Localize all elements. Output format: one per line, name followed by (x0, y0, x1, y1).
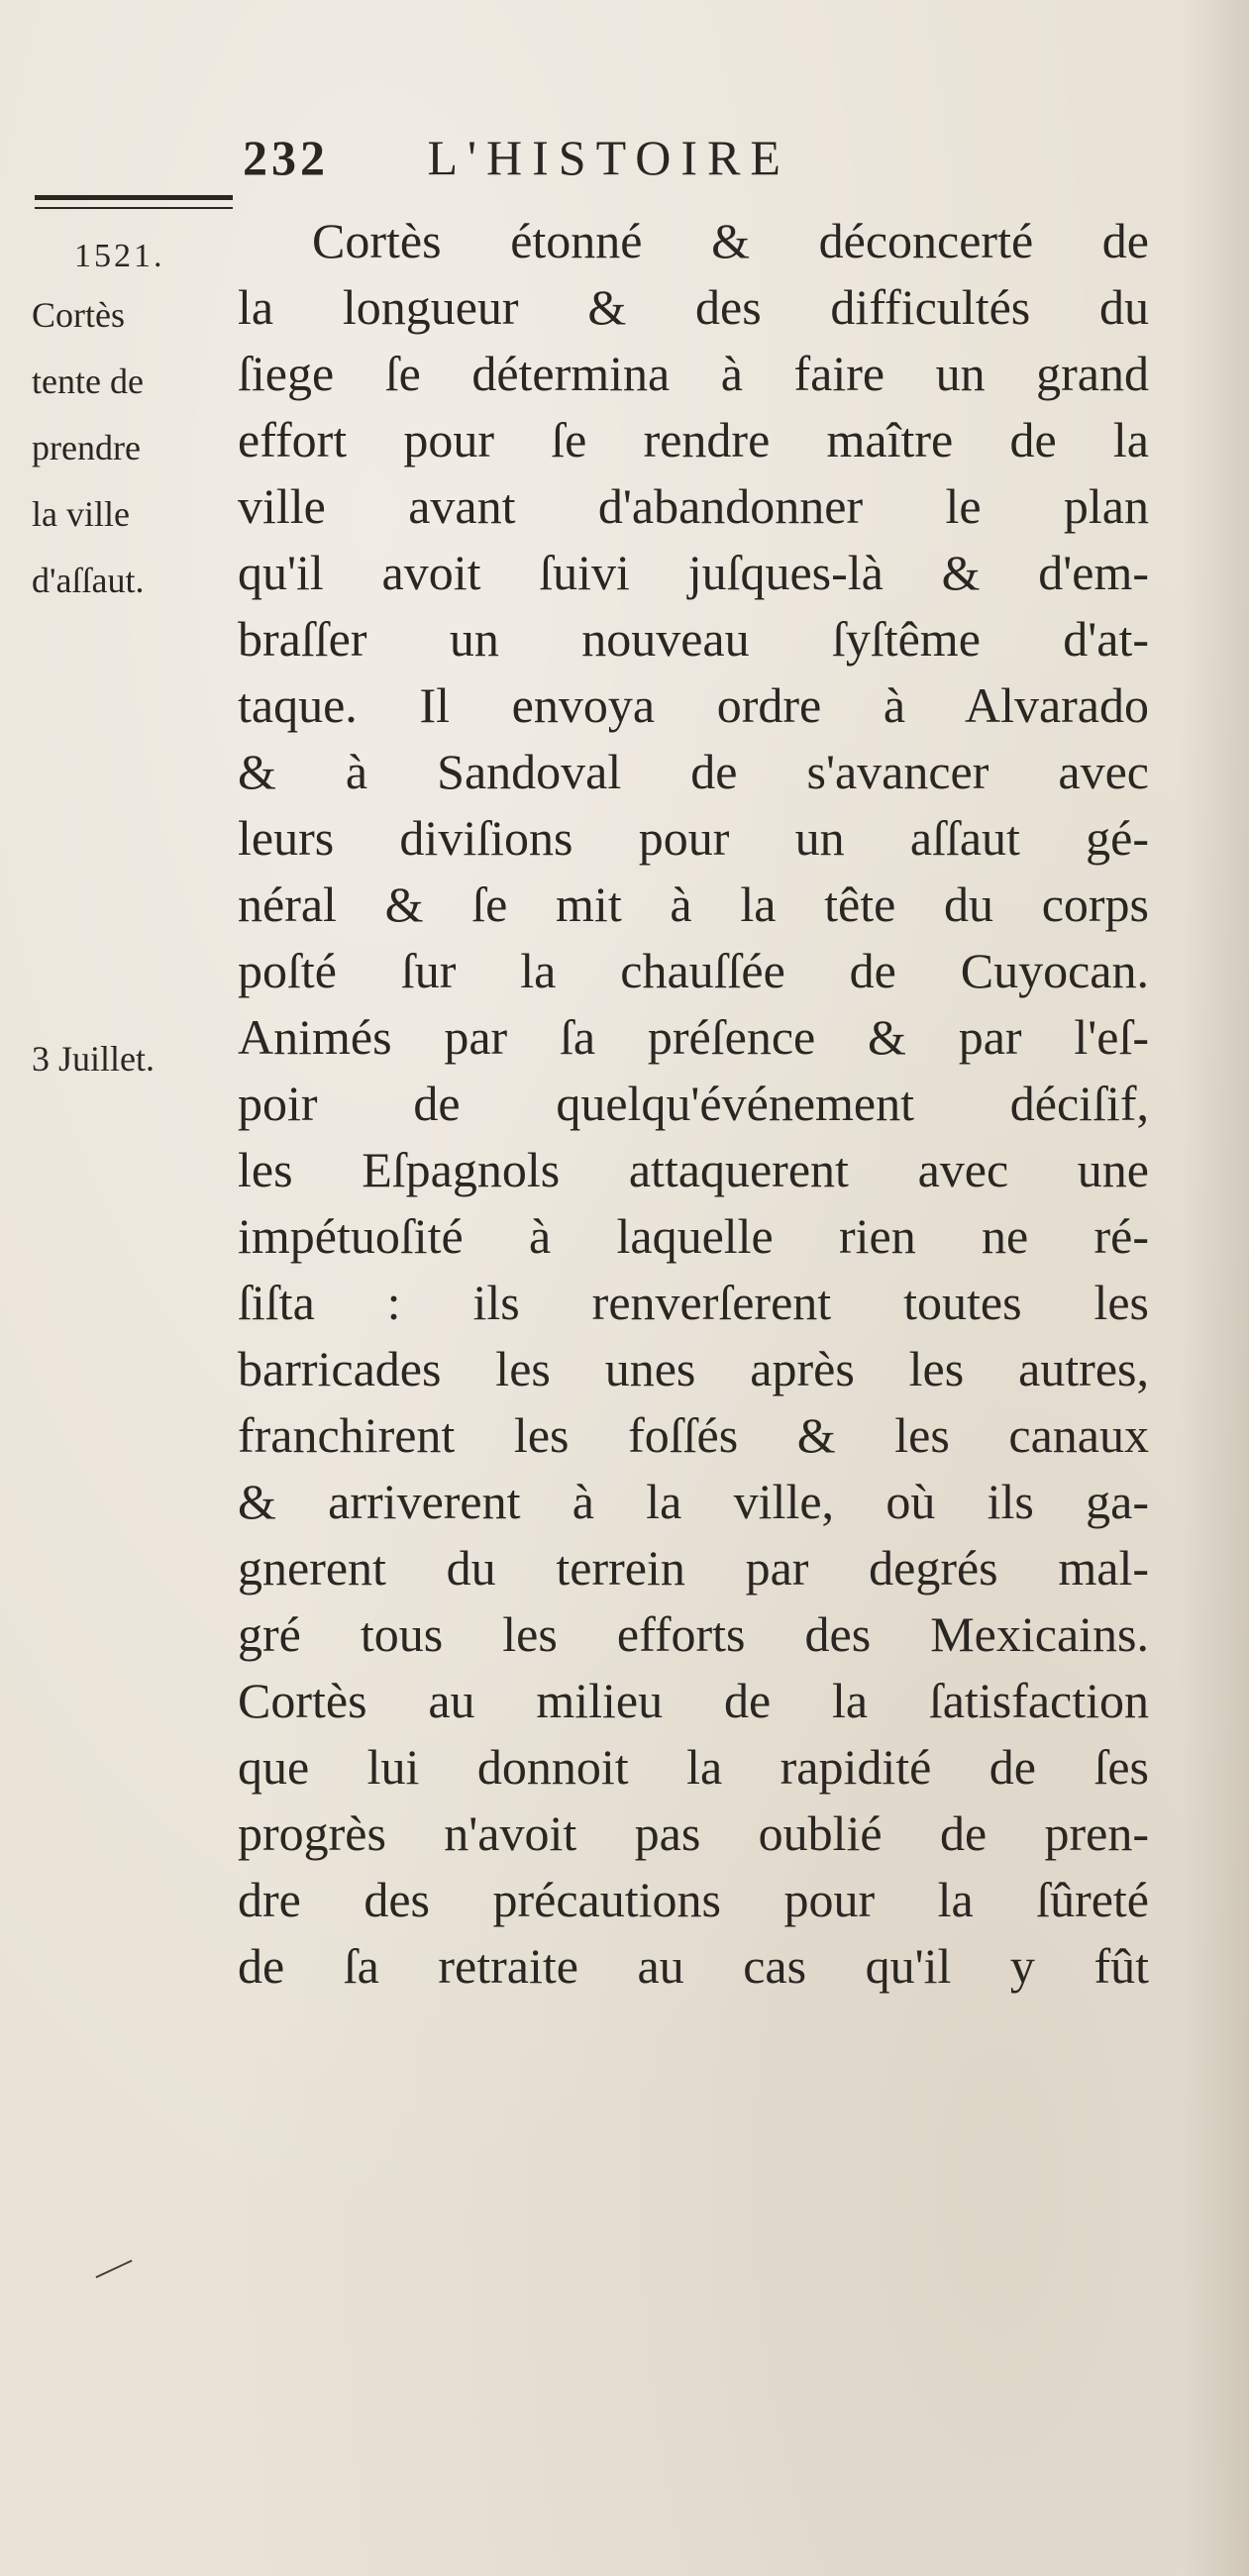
sidenote-line: Cortès (32, 295, 125, 335)
text-line: ſiſta : ils renverſerent toutes les (238, 1275, 1149, 1330)
text-line: dre des précautions pour la ſûreté (238, 1872, 1149, 1927)
margin-date: 3 Juillet. (32, 1039, 155, 1079)
text-line: impétuoſité à laquelle rien ne ré- (238, 1208, 1149, 1264)
page-number: 232 (243, 130, 329, 185)
text-line: & arriverent à la ville, où ils ga- (238, 1474, 1149, 1529)
text-line: Cortès au milieu de la ſatisfaction (238, 1673, 1149, 1728)
margin-sidenote (32, 282, 240, 614)
text-line: la longueur & des difficultés du (238, 279, 1149, 335)
text-line: gnerent du terrein par degrés mal- (238, 1540, 1149, 1596)
text-line: ville avant d'abandonner le plan (238, 478, 1149, 534)
text-line: qu'il avoit ſuivi juſques-là & d'em- (238, 545, 1149, 600)
text-line: braſſer un nouveau ſyſtême d'at- (238, 611, 1149, 667)
text-line: effort pour ſe rendre maître de la (238, 412, 1149, 467)
text-line: progrès n'avoit pas oublié de pren- (238, 1805, 1149, 1861)
text-line: les Eſpagnols attaquerent avec une (238, 1142, 1149, 1197)
body-text (238, 208, 1149, 2000)
sidenote-line: d'aſſaut. (32, 561, 145, 600)
text-line: barricades les unes après les autres, (238, 1341, 1149, 1396)
text-line: Animés par ſa préſence & par l'eſ- (238, 1009, 1149, 1065)
text-line: franchirent les foſſés & les canaux (238, 1407, 1149, 1463)
text-line: ſiege ſe détermina à faire un grand (238, 346, 1149, 401)
running-title: L'HISTOIRE (427, 130, 790, 185)
margin-year: 1521. (74, 238, 165, 274)
header-rule (35, 195, 233, 209)
stray-pen-mark (95, 2260, 132, 2279)
text-line: poſté ſur la chauſſée de Cuyocan. (238, 943, 1149, 998)
text-line: que lui donnoit la rapidité de ſes (238, 1739, 1149, 1795)
page-header (243, 129, 790, 208)
sidenote-line: la ville (32, 494, 130, 534)
text-line: de ſa retraite au cas qu'il y fût (238, 1938, 1149, 1994)
text-line: taque. Il envoya ordre à Alvarado (238, 677, 1149, 733)
text-line: néral & ſe mit à la tête du corps (238, 876, 1149, 932)
sidenote-line: tente de (32, 361, 144, 401)
page-gutter-shadow (1180, 0, 1249, 2576)
text-line: & à Sandoval de s'avancer avec (238, 744, 1149, 799)
sidenote-line: prendre (32, 428, 141, 467)
text-line: poir de quelqu'événement déciſif, (238, 1076, 1149, 1131)
text-line: leurs diviſions pour un aſſaut gé- (238, 810, 1149, 866)
text-line: gré tous les efforts des Mexicains. (238, 1606, 1149, 1662)
text-line: Cortès étonné & déconcerté de (312, 213, 1149, 268)
